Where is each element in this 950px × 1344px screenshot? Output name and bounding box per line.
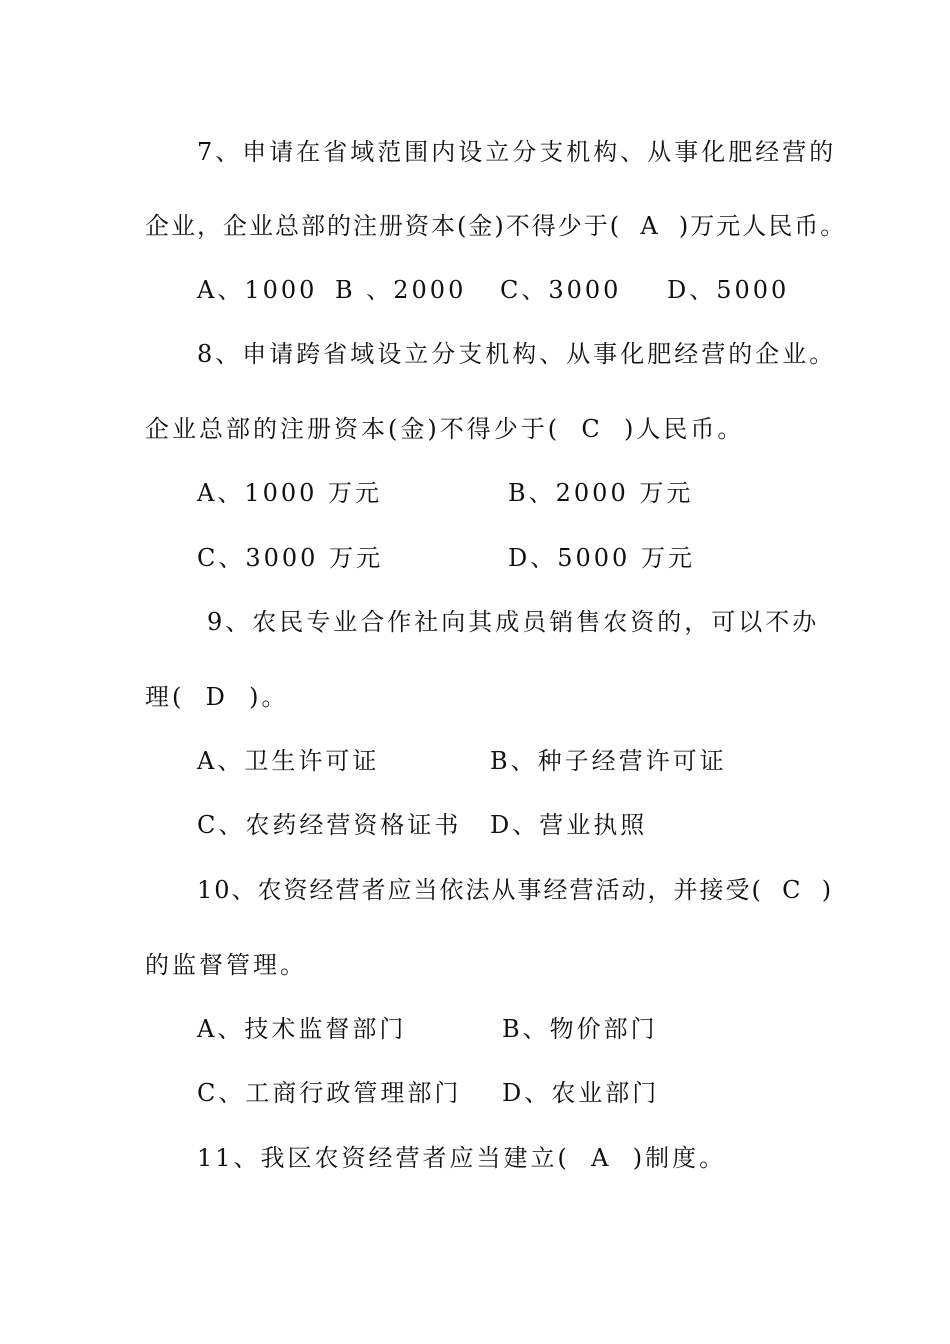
q8-option-a: A、1000 万元 xyxy=(197,479,383,507)
q9-option-a: A、卫生许可证 xyxy=(197,747,380,775)
q7-stem-line1: 7、申请在省域范围内设立分支机构、从事化肥经营的 xyxy=(197,138,837,166)
q9-stem-line2: 理( D )。 xyxy=(145,683,289,711)
q7-option-a: A、1000 xyxy=(197,276,318,304)
q9-option-b: B、种子经营许可证 xyxy=(490,747,727,775)
q9-option-c: C、农药经营资格证书 xyxy=(197,811,462,839)
q10-option-c: C、工商行政管理部门 xyxy=(197,1079,462,1107)
q7-stem-line2: 企业，企业总部的注册资本(金)不得少于( A )万元人民币。 xyxy=(145,212,847,240)
q7-option-b: B 、2000 xyxy=(335,276,467,304)
q7-option-d: D、5000 xyxy=(667,276,790,304)
q10-stem-line2: 的监督管理。 xyxy=(145,951,307,979)
q8-stem-line2: 企业总部的注册资本(金)不得少于( C )人民币。 xyxy=(145,415,745,443)
q10-option-d: D、农业部门 xyxy=(502,1079,660,1107)
q9-option-d: D、营业执照 xyxy=(490,811,648,839)
q10-stem-line1: 10、农资经营者应当依法从事经营活动，并接受( C ) xyxy=(197,876,834,904)
q8-option-c: C、3000 万元 xyxy=(197,544,384,572)
q9-stem-line1: 9、农民专业合作社向其成员销售农资的，可以不办 xyxy=(207,608,820,636)
q10-option-a: A、技术监督部门 xyxy=(197,1015,407,1043)
q11-stem-line1: 11、我区农资经营者应当建立( A )制度。 xyxy=(197,1144,727,1172)
q8-option-d: D、5000 万元 xyxy=(508,544,695,572)
q8-option-b: B、2000 万元 xyxy=(508,479,694,507)
q8-stem-line1: 8、申请跨省域设立分支机构、从事化肥经营的企业。 xyxy=(197,340,837,368)
q7-option-c: C、3000 xyxy=(500,276,622,304)
q10-option-b: B、物价部门 xyxy=(502,1015,658,1043)
